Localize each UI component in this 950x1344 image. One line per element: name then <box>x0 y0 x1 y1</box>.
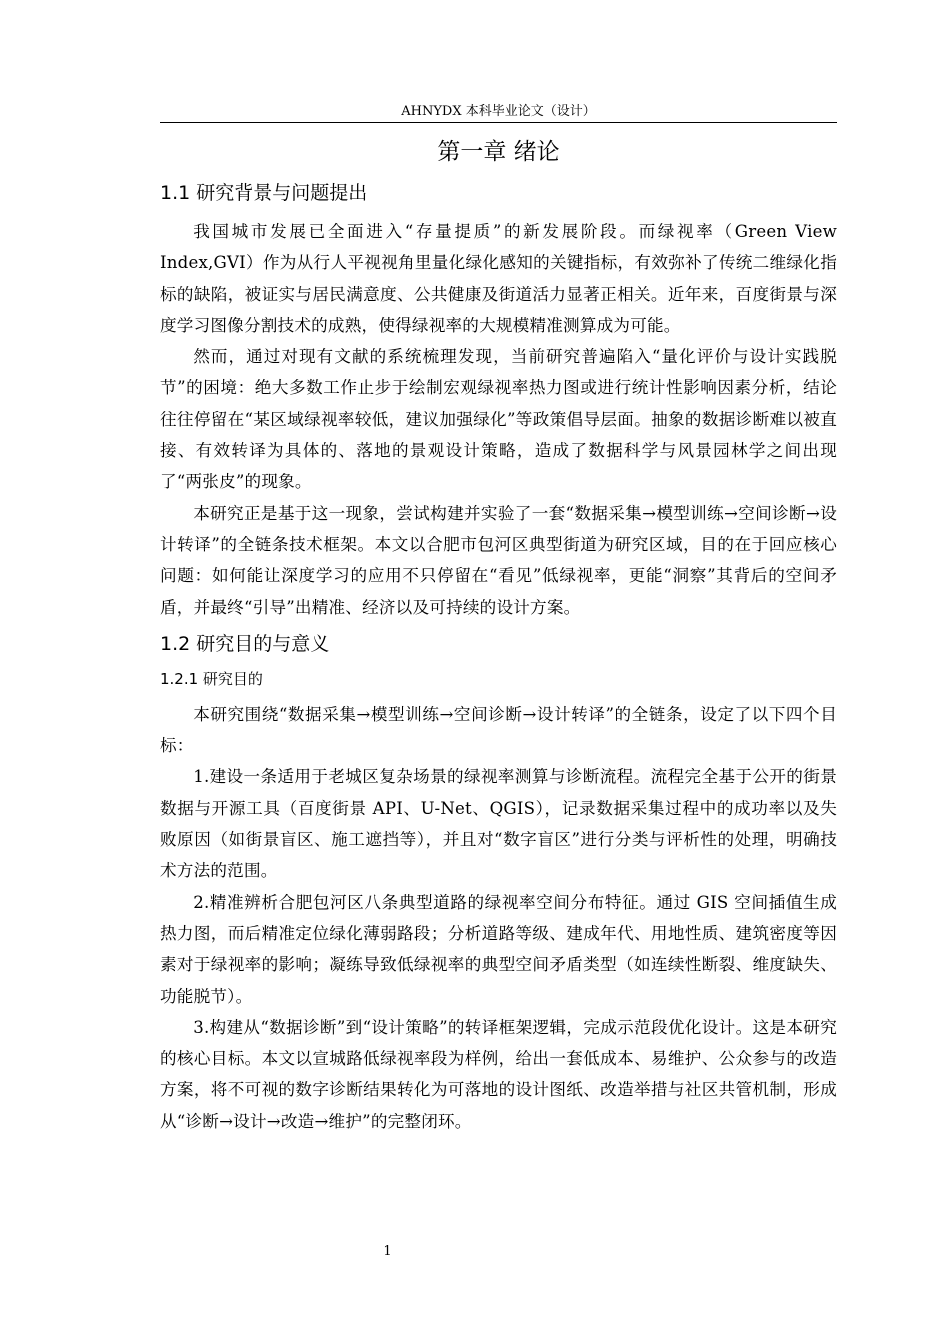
subsection-title-1-2-1: 1.2.1 研究目的 <box>160 669 263 688</box>
running-header: AHNYDX 本科毕业论文（设计） <box>401 104 596 119</box>
paragraph: 本研究围绕“数据采集→模型训练→空间诊断→设计转译”的全链条，设定了以下四个目标： <box>160 704 837 756</box>
header-rule <box>160 122 837 123</box>
paragraph: 然而，通过对现有文献的系统梳理发现，当前研究普遍陷入“量化评价与设计实践脱节”的困境：绝大多数工作止步于绘制宏观绿视率热力图或进行统计性影响因素分析，结论往往停留在“某区域绿视率较低，建议加强绿化”等政策倡导层面。抽象的数据诊断难以被直接、有效转译为具体的、落地的景观设计策略，造成了数据科学与风景园林学之间出现了“两张皮”的现象。 <box>160 347 837 492</box>
page-number: 1 <box>383 1244 392 1259</box>
objective-item-2: 2.精准辨析合肥包河区八条典型道路的绿视率空间分布特征。通过 GIS 空间插值生成热力图，而后精准定位绿化薄弱路段；分析道路等级、建成年代、用地性质、建筑密度等因素对于绿视率的影响；凝练导致低绿视率的典型空间矛盾类型（如连续性断裂、维度缺失、功能脱节）。 <box>160 892 837 1006</box>
section-title-1-1: 1.1 研究背景与问题提出 <box>160 182 368 204</box>
section-title-1-2: 1.2 研究目的与意义 <box>160 632 330 655</box>
chapter-title: 第一章 绪论 <box>437 139 560 165</box>
objective-item-1: 1.建设一条适用于老城区复杂场景的绿视率测算与诊断流程。流程完全基于公开的街景数据与开源工具（百度街景 API、U-Net、QGIS），记录数据采集过程中的成功率以及失败原因（如街景盲区、施工遮挡等），并且对“数字盲区”进行分类与评析性的处理，明确技术方法的范围。 <box>160 767 837 881</box>
page-body <box>160 136 837 1137</box>
paragraph: 本研究正是基于这一现象，尝试构建并实验了一套“数据采集→模型训练→空间诊断→设计转译”的全链条技术框架。本文以合肥市包河区典型街道为研究区域，目的在于回应核心问题：如何能让深度学习的应用不只停留在“看见”低绿视率，更能“洞察”其背后的空间矛盾，并最终“引导”出精准、经济以及可持续的设计方案。 <box>160 503 837 617</box>
paragraph: 我国城市发展已全面进入“存量提质”的新发展阶段。而绿视率（Green View Index,GVI）作为从行人平视视角里量化绿化感知的关键指标，有效弥补了传统二维绿化指标的缺陷，被证实与居民满意度、公共健康及街道活力显著正相关。近年来，百度街景与深度学习图像分割技术的成熟，使得绿视率的大规模精准测算成为可能。 <box>160 222 837 335</box>
objective-item-3: 3.构建从“数据诊断”到“设计策略”的转译框架逻辑，完成示范段优化设计。这是本研究的核心目标。本文以宣城路低绿视率段为样例，给出一套低成本、易维护、公众参与的改造方案，将不可视的数字诊断结果转化为可落地的设计图纸、改造举措与社区共管机制，形成从“诊断→设计→改造→维护”的完整闭环。 <box>160 1017 837 1131</box>
